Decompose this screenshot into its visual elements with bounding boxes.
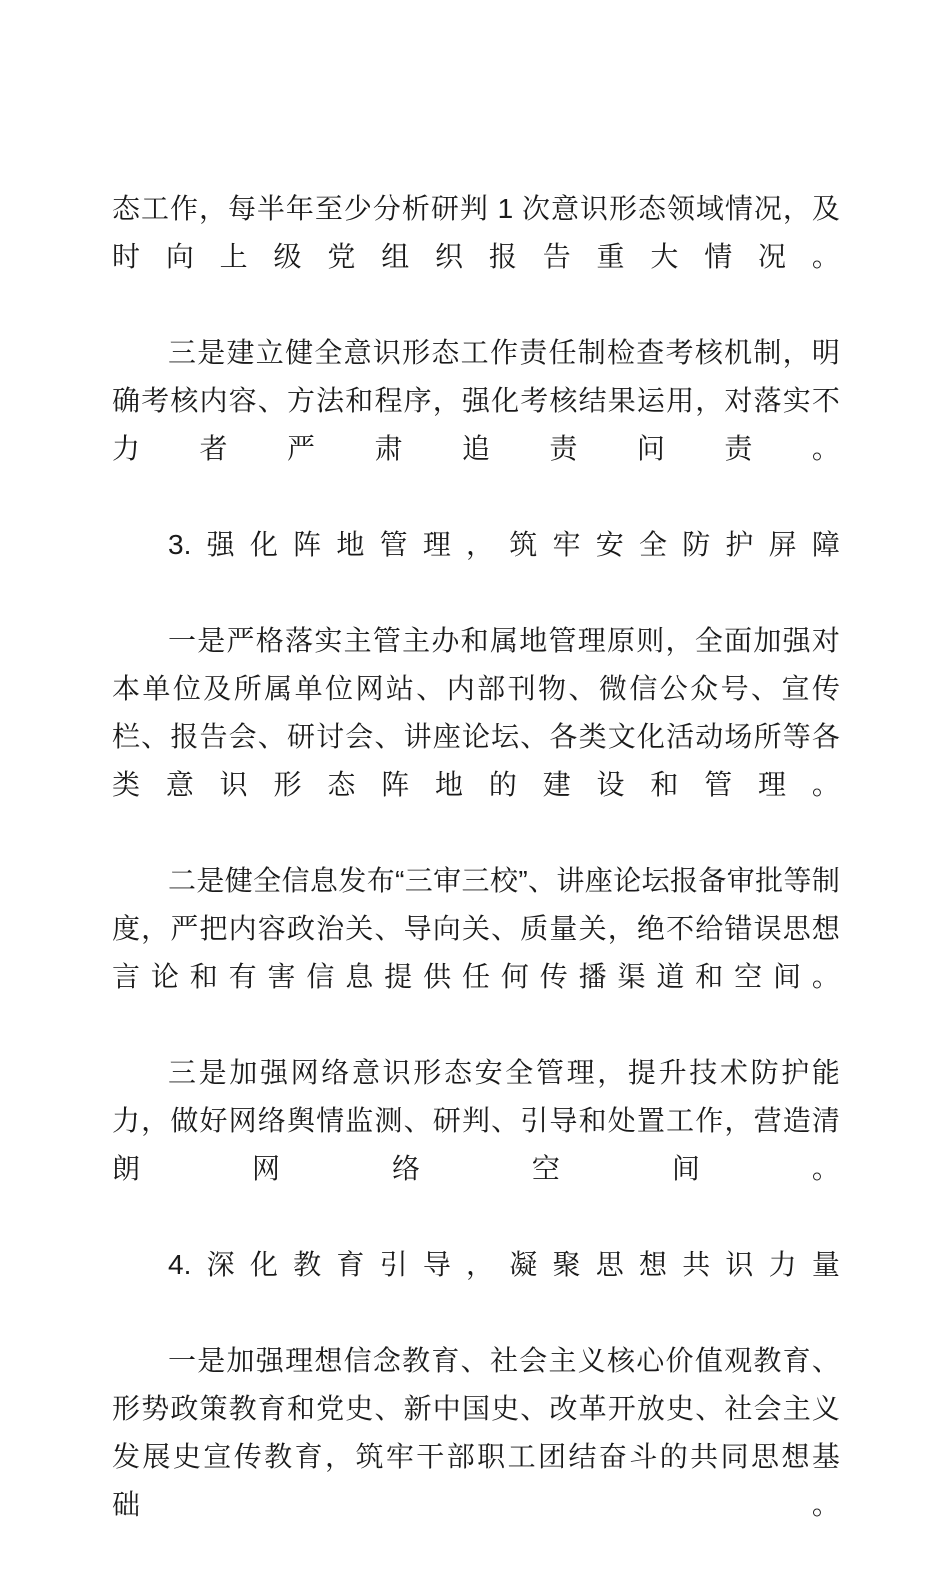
paragraph-san-shi-jiaqiang: 三是加强网络意识形态安全管理，提升技术防护能力，做好网络舆情监测、研判、引导和处置工作，营造清朗网络空间。 <box>112 1057 840 1184</box>
heading-section-4: 4.深化教育引导，凝聚思想共识力量 <box>168 1249 840 1280</box>
paragraph-san-shi-jianli: 三是建立健全意识形态工作责任制检查考核机制，明确考核内容、方法和程序，强化考核结果运用，对落实不力者严肃追责问责。 <box>112 337 840 464</box>
document-text-body <box>112 185 840 1577</box>
heading-section-3: 3.强化阵地管理，筑牢安全防护屏障 <box>168 529 840 560</box>
paragraph-continuation: 态工作，每半年至少分析研判 1 次意识形态领域情况，及时向上级党组织报告重大情况。 <box>112 193 840 272</box>
paragraph-yi-shi-jiaqiang: 一是加强理想信念教育、社会主义核心价值观教育、形势政策教育和党史、新中国史、改革开放史、社会主义发展史宣传教育，筑牢干部职工团结奋斗的共同思想基础。 <box>112 1345 840 1520</box>
paragraph-er-shi-jianquan: 二是健全信息发布“三审三校”、讲座论坛报备审批等制度，严把内容政治关、导向关、质量关，绝不给错误思想言论和有害信息提供任何传播渠道和空间。 <box>112 865 840 992</box>
paragraph-yi-shi-yange: 一是严格落实主管主办和属地管理原则，全面加强对本单位及所属单位网站、内部刊物、微信公众号、宣传栏、报告会、研讨会、讲座论坛、各类文化活动场所等各类意识形态阵地的建设和管理。 <box>112 625 840 800</box>
